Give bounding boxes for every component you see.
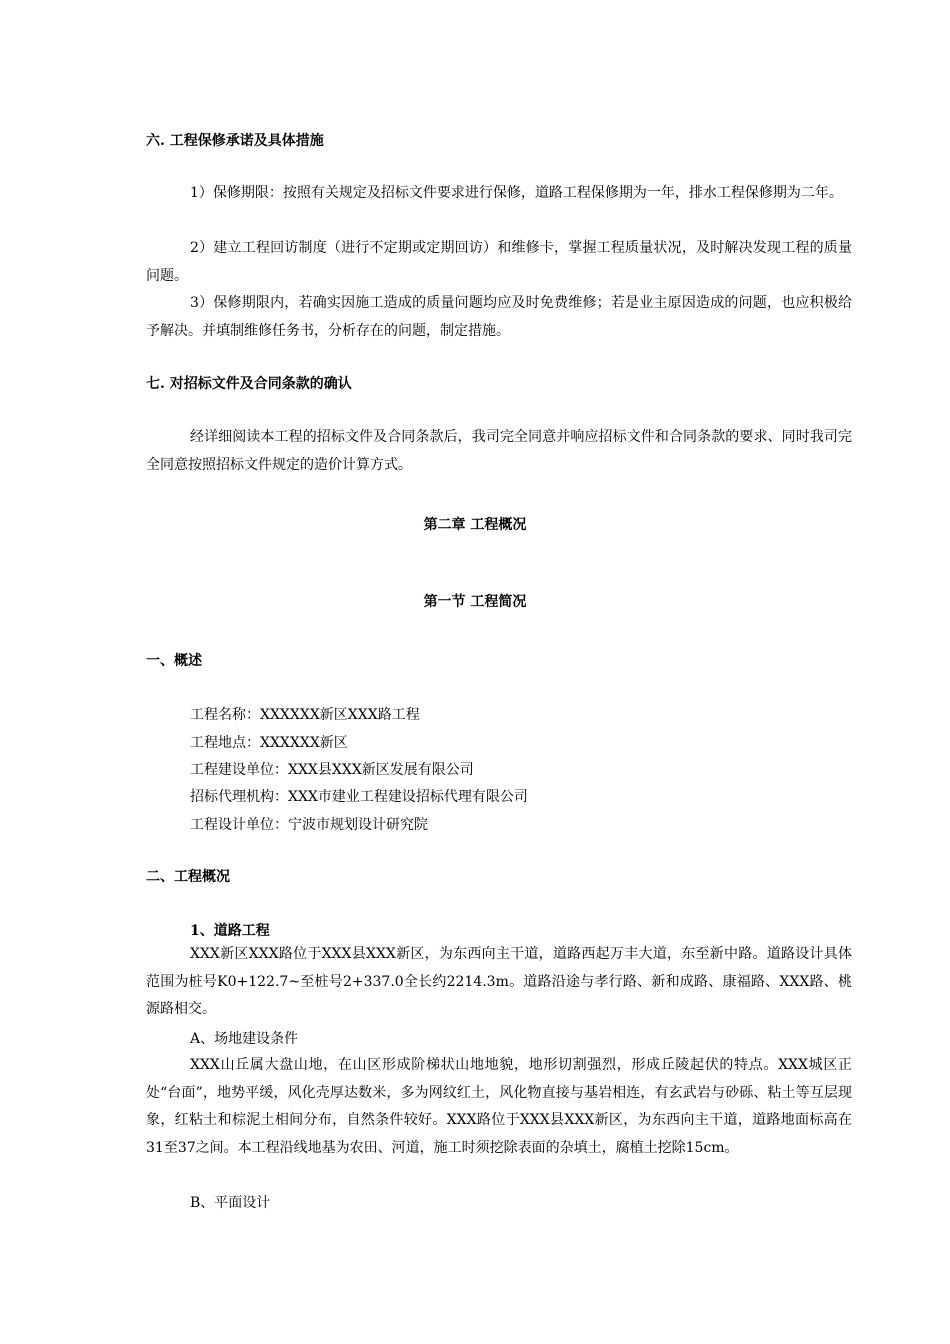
site-conditions-paragraph: XXX山丘属大盘山地，在山区形成阶梯状山地地貌，地形切割强烈，形成丘陵起伏的特点。XXX城区正处“台面”，地势平缓，风化壳厚达数米，多为网纹红土，风化物直接与基岩相连，有玄武岩与砂砾、粘土等互层现象，红粘土和棕泥土相间分布，自然条件较好。XXX路位于XXX县XXX新区，为东西向主干道，道路地面标高在31至37之间。本工程沿线地基为农田、河道，施工时须挖除表面的杂填土，腐植土挖除15cm。 <box>146 1057 852 1156</box>
section-seven-heading: 七. 对招标文件及合同条款的确认 <box>146 376 352 392</box>
project-owner: 工程建设单位：XXX县XXX新区发展有限公司 <box>190 762 474 778</box>
section-six-paragraph-3: 3）保修期限内，若确实因施工造成的质量问题均应及时免费维修；若是业主原因造成的问题，也应积极给予解决。并填制维修任务书，分析存在的问题，制定措施。 <box>146 295 852 339</box>
chapter-title: 第二章 工程概况 <box>423 517 527 533</box>
project-location: 工程地点：XXXXXX新区 <box>190 735 348 751</box>
project-name: 工程名称：XXXXXX新区XXX路工程 <box>190 707 420 723</box>
section-title: 第一节 工程简况 <box>423 594 527 610</box>
section-six-paragraph-2: 2）建立工程回访制度（进行不定期或定期回访）和维修卡，掌握工程质量状况，及时解决发现工程的质量问题。 <box>146 240 852 284</box>
overview-heading: 一、概述 <box>146 653 202 669</box>
road-engineering-heading: 1、道路工程 <box>190 923 270 939</box>
section-six-paragraph-1: 1）保修期限：按照有关规定及招标文件要求进行保修，道路工程保修期为一年，排水工程保修期为二年。 <box>190 185 843 201</box>
plan-design-heading: B、平面设计 <box>190 1195 271 1211</box>
section-seven-paragraph: 经详细阅读本工程的招标文件及合同条款后，我司完全同意并响应招标文件和合同条款的要求、同时我司完全同意按照招标文件规定的造价计算方式。 <box>146 429 852 473</box>
tender-agent: 招标代理机构：XXX市建业工程建设招标代理有限公司 <box>190 789 528 805</box>
site-conditions-heading: A、场地建设条件 <box>190 1031 299 1047</box>
road-paragraph: XXX新区XXX路位于XXX县XXX新区，为东西向主干道，道路西起万丰大道，东至新中路。道路设计具体范围为桩号K0+122.7~至桩号2+337.0全长约2214.3m。道路沿途与孝行路、新和成路、康福路、XXX路、桃源路相交。 <box>146 946 852 1017</box>
design-unit: 工程设计单位：宁波市规划设计研究院 <box>190 817 428 833</box>
project-overview-heading: 二、工程概况 <box>146 869 230 885</box>
section-six-heading: 六. 工程保修承诺及具体措施 <box>146 133 324 149</box>
